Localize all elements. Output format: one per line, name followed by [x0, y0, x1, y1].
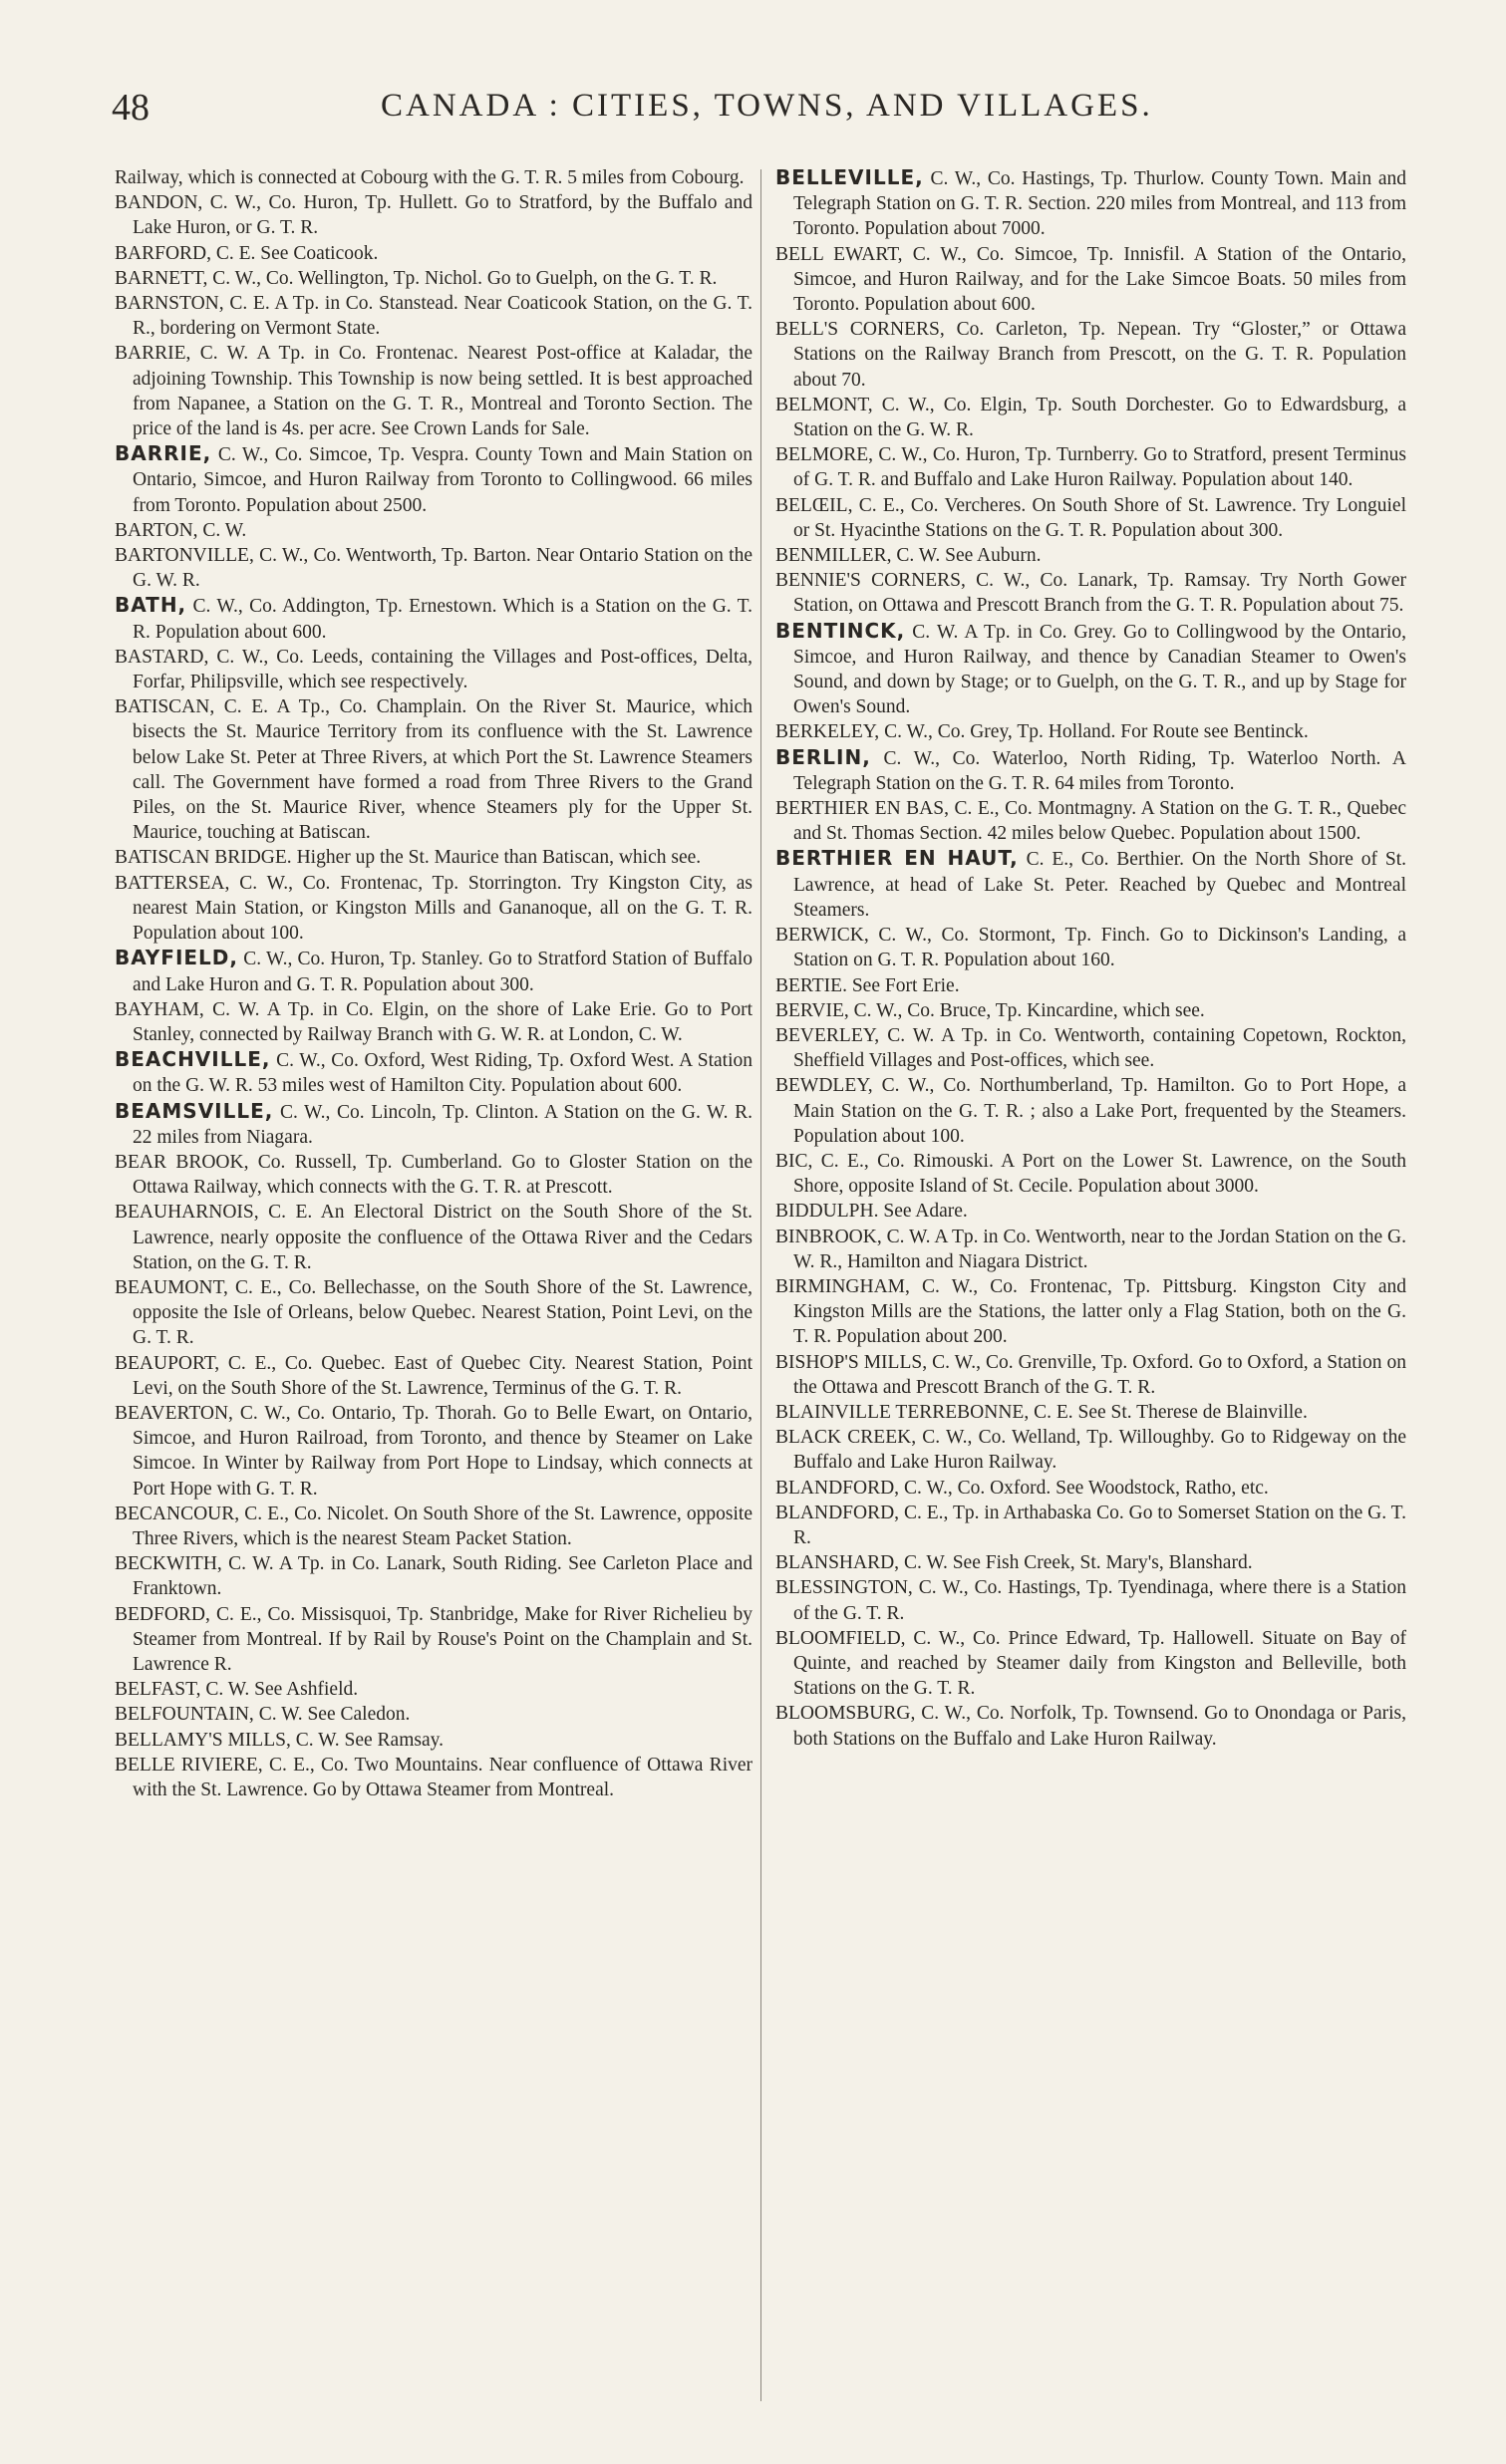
- entry-text: C. E., Tp. in Arthabaska Co. Go to Somerset Station on the G. T. R.: [793, 1502, 1407, 1548]
- page-header: [112, 86, 1397, 141]
- entry-text: C. W., Co. Northumberland, Tp. Hamilton. Go to Port Hope, a Main Station on the G. T. R. ; also a Lake Port, frequented by the Steamers. Population about 100.: [793, 1075, 1407, 1147]
- entry-text: C. E., Co. Nicolet. On South Shore of the St. Lawrence, opposite Three Rivers, which is the nearest Steam Packet Station.: [133, 1503, 753, 1549]
- entry-headword: BEAMSVILLE,: [115, 1098, 274, 1123]
- entry-text: C. W., Co. Huron, Tp. Hullett. Go to Stratford, by the Buffalo and Lake Huron, or G. T. R.: [133, 192, 753, 239]
- entry-headword: BEVERLEY,: [775, 1024, 880, 1046]
- gazetteer-entry: [115, 1502, 753, 1551]
- gazetteer-entry: [775, 973, 1406, 998]
- gazetteer-entry: [775, 1199, 1406, 1224]
- entry-text: C. W., Co. Wentworth, Tp. Barton. Near Ontario Station on the G. W. R.: [133, 545, 753, 592]
- entry-text: Railway, which is connected at Cobourg with the G. T. R. 5 miles from Cobourg.: [115, 167, 745, 188]
- gazetteer-entry: [775, 1626, 1406, 1702]
- entry-headword: BERTHIER EN BAS,: [775, 798, 949, 820]
- gazetteer-entry: [115, 845, 753, 870]
- gazetteer-entry: [115, 997, 753, 1047]
- gazetteer-entry: [115, 1602, 753, 1678]
- right-column: [775, 165, 1406, 1752]
- entry-headword: BANDON,: [115, 192, 203, 214]
- entry-text: C. W., Co. Stormont, Tp. Finch. Go to Dickinson's Landing, a Station on G. T. R. Population about 160.: [793, 925, 1406, 971]
- entry-headword: BLANDFORD,: [775, 1502, 900, 1523]
- entry-headword: BENNIE'S CORNERS,: [775, 570, 966, 592]
- gazetteer-entry: [115, 165, 753, 190]
- gazetteer-entry: [775, 796, 1406, 846]
- gazetteer-entry: [115, 441, 753, 518]
- gazetteer-entry: [775, 165, 1406, 242]
- gazetteer-entry: [775, 1701, 1406, 1751]
- entry-headword: BELL EWART,: [775, 243, 903, 265]
- gazetteer-entry: [115, 1551, 753, 1601]
- gazetteer-entry: [775, 1149, 1406, 1199]
- entry-headword: BEACHVILLE,: [115, 1047, 271, 1072]
- gazetteer-entry: [115, 871, 753, 947]
- entry-headword: BERTHIER EN HAUT,: [775, 846, 1019, 871]
- gazetteer-entry: [115, 190, 753, 240]
- entry-text: C. W., Co. Simcoe, Tp. Vespra. County Town and Main Station on Ontario, Simcoe, and Huron Railway from Toronto to Collingwood. 66 miles from Toronto. Population about 2500.: [133, 444, 753, 516]
- gazetteer-entry: [775, 493, 1406, 543]
- entry-text: C. W. A Tp. in Co. Elgin, on the shore of Lake Erie. Go to Port Stanley, connected by Railway Branch with G. W. R. at London, C. W.: [133, 998, 753, 1045]
- gazetteer-entry: [775, 1073, 1406, 1149]
- gazetteer-entry: [115, 1351, 753, 1401]
- entry-text: C. W., Co. Frontenac, Tp. Storrington. Try Kingston City, as nearest Main Station, or Kingston Mills and Gananoque, all on the G. T. R. Population about 100.: [133, 872, 753, 945]
- gazetteer-entry: [775, 1476, 1406, 1501]
- page-number: 48: [112, 87, 150, 129]
- entry-text: C. W., Co. Hastings, Tp. Thurlow. County Town. Main and Telegraph Station on G. T. R. Section. 220 miles from Montreal, and 113 from Toronto. Population about 7000.: [793, 168, 1406, 240]
- gazetteer-entry: [115, 518, 753, 543]
- gazetteer-entry: [115, 1200, 753, 1275]
- entry-text: C. W., Co. Addington, Tp. Ernestown. Which is a Station on the G. T. R. Population about 600.: [133, 596, 753, 643]
- entry-text: C. W. See Caledon.: [258, 1704, 411, 1726]
- entry-headword: BERKELEY,: [775, 721, 880, 743]
- gazetteer-entry: [775, 1425, 1406, 1475]
- entry-text: C. W. A Tp. in Co. Frontenac. Nearest Post-office at Kaladar, the adjoining Township. This Township is now being settled. It is best approached from Napanee, a Station on the G. T. R., Montreal and Toronto Section. The price of the land is 4s. per acre. See Crown Lands for Sale.: [133, 343, 753, 440]
- entry-headword: BATH,: [115, 593, 187, 618]
- entry-text: C. E., Co. Quebec. East of Quebec City. Nearest Station, Point Levi, on the South Shore of the St. Lawrence, Terminus of the G. T. R.: [133, 1352, 753, 1399]
- gazetteer-entry: [775, 442, 1406, 492]
- gazetteer-entry: [115, 1753, 753, 1802]
- entry-text: C. W., Co. Ontario, Tp. Thorah. Go to Belle Ewart, on Ontario, Simcoe, and Huron Railroad, from Toronto, and thence by Steamer on Lake Simcoe. In Winter by Railway from Port Hope to Lindsay, which connects at Port Hope with G. T. R.: [133, 1402, 753, 1500]
- entry-headword: BEDFORD,: [115, 1603, 210, 1625]
- entry-headword: BLOOMFIELD,: [775, 1627, 906, 1649]
- entry-headword: BELŒIL,: [775, 494, 853, 516]
- gazetteer-entry: [775, 317, 1406, 393]
- entry-headword: BASTARD,: [115, 646, 209, 668]
- entry-headword: BEAR BROOK,: [115, 1151, 249, 1173]
- entry-headword: BARFORD,: [115, 242, 211, 264]
- entry-text: See Fort Erie.: [851, 974, 960, 996]
- entry-text: C. W., Co. Waterloo, North Riding, Tp. Waterloo North. A Telegraph Station on the G. T. R. 64 miles from Toronto.: [793, 747, 1407, 794]
- entry-headword: BENTINCK,: [775, 618, 906, 643]
- entry-text: C. E., Co. Missisquoi, Tp. Stanbridge, Make for River Richelieu by Steamer from Montreal. If by Rail by Rouse's Point on the Champlain and St. Lawrence R.: [133, 1603, 753, 1675]
- entry-headword: BARTONVILLE,: [115, 545, 254, 567]
- entry-text: C. W., Co. Hastings, Tp. Tyendinaga, where there is a Station of the G. T. R.: [793, 1577, 1406, 1624]
- column-divider: [760, 169, 761, 2401]
- entry-text: C. W., Co. Leeds, containing the Villages and Post-offices, Delta, Forfar, Philipsville, which see respectively.: [133, 646, 753, 693]
- gazetteer-entry: [775, 1400, 1406, 1425]
- entry-headword: BEAUPORT,: [115, 1352, 220, 1374]
- entry-text: C. W., Co. Frontenac, Tp. Pittsburg. Kingston City and Kingston Mills are the Stations, the latter only a Flag Station, both on the G. T. R. Population about 200.: [793, 1275, 1407, 1348]
- entry-headword: BLANDFORD,: [775, 1477, 900, 1499]
- gazetteer-entry: [775, 719, 1406, 744]
- entry-text: C. E. See St. Therese de Blainville.: [1034, 1401, 1308, 1423]
- entry-text: C. E. A Tp., Co. Champlain. On the River St. Maurice, which bisects the St. Maurice Territory from its confluence with the St. Lawrence below Lake St. Peter at Three Rivers, at which Port the St. Lawrence Steamers call. The Government have formed a road from Three Rivers to the Grand Piles, on the St. Maurice River, whence Steamers ply for the Upper St. Maurice, touching at Batiscan.: [133, 696, 753, 844]
- entry-headword: BATISCAN,: [115, 696, 215, 718]
- entry-headword: BINBROOK,: [775, 1226, 882, 1247]
- entry-headword: BARTON,: [115, 519, 198, 541]
- entry-text: C. E., Co. Montmagny. A Station on the G. T. R., Quebec and St. Thomas Section. 42 miles below Quebec. Population about 1500.: [793, 798, 1406, 845]
- gazetteer-entry: [775, 1225, 1406, 1274]
- entry-text: C. W. See Fish Creek, St. Mary's, Blanshard.: [903, 1552, 1253, 1574]
- left-column: [115, 165, 753, 1802]
- entry-headword: BLACK CREEK,: [775, 1427, 917, 1449]
- entry-text: C. W.: [202, 519, 247, 541]
- entry-text: C. W., Co. Simcoe, Tp. Innisfil. A Station of the Ontario, Simcoe, and Huron Railway, and for the Lake Simcoe Boats. 50 miles from Toronto. Population about 600.: [793, 243, 1406, 316]
- entry-text: C. W. A Tp. in Co. Lanark, South Riding. See Carleton Place and Franktown.: [133, 1553, 753, 1600]
- entry-headword: BLAINVILLE TERREBONNE,: [775, 1401, 1030, 1423]
- entry-headword: BELL'S CORNERS,: [775, 319, 945, 341]
- entry-headword: BAYHAM,: [115, 998, 204, 1020]
- entry-headword: BLESSINGTON,: [775, 1577, 913, 1599]
- gazetteer-entry: [115, 543, 753, 593]
- entry-headword: BELMONT,: [775, 394, 873, 415]
- entry-headword: BIRMINGHAM,: [775, 1275, 910, 1297]
- entry-headword: BELFAST,: [115, 1679, 201, 1701]
- entry-text: C. E., Co. Vercheres. On South Shore of St. Lawrence. Try Longuiel or St. Hyacinthe Stations on the G. T. R. Population about 300.: [793, 494, 1406, 541]
- gazetteer-entry: [115, 341, 753, 441]
- entry-headword: BELFOUNTAIN,: [115, 1704, 254, 1726]
- entry-text: Higher up the St. Maurice than Batiscan, which see.: [296, 847, 702, 869]
- gazetteer-entry: [775, 745, 1406, 796]
- gazetteer-entry: [775, 1274, 1406, 1350]
- entry-text: C. W. See Auburn.: [896, 545, 1042, 567]
- entry-text: C. E., Co. Two Mountains. Near confluence of Ottawa River with the St. Lawrence. Go by Ottawa Steamer from Montreal.: [133, 1754, 753, 1800]
- gazetteer-entry: [775, 1023, 1406, 1073]
- entry-headword: BERLIN,: [775, 744, 871, 769]
- gazetteer-entry: [775, 568, 1406, 618]
- gazetteer-entry: [775, 923, 1406, 972]
- gazetteer-entry: [115, 241, 753, 266]
- gazetteer-entry: [115, 645, 753, 694]
- entry-headword: BIC,: [775, 1150, 813, 1172]
- entry-headword: BELMORE,: [775, 444, 874, 466]
- gazetteer-entry: [775, 1575, 1406, 1625]
- entry-text: C. W., Co. Welland, Tp. Willoughby. Go to Ridgeway on the Buffalo and Lake Huron Railway.: [793, 1427, 1406, 1474]
- entry-headword: BARNSTON,: [115, 293, 224, 315]
- gazetteer-entry: [115, 266, 753, 291]
- gazetteer-entry: [115, 291, 753, 341]
- entry-headword: BARRIE,: [115, 441, 212, 466]
- entry-headword: BEAUMONT,: [115, 1276, 228, 1298]
- entry-headword: BEAUHARNOIS,: [115, 1202, 259, 1224]
- entry-headword: BERTIE.: [775, 974, 847, 996]
- entry-text: C. W. A Tp. in Co. Wentworth, containing Copetown, Rockton, Sheffield Villages and Post-offices, which see.: [793, 1024, 1407, 1072]
- entry-text: C. W., Co. Prince Edward, Tp. Hallowell. Situate on Bay of Quinte, and reached by Steamer daily from Kingston and Belleville, both Stations on the G. T. R.: [793, 1627, 1406, 1700]
- entry-text: Co. Russell, Tp. Cumberland. Go to Gloster Station on the Ottawa Railway, which connects with the G. T. R. at Prescott.: [133, 1151, 753, 1199]
- entry-text: C. W., Co. Grey, Tp. Holland. For Route see Bentinck.: [884, 721, 1309, 743]
- entry-headword: BERVIE,: [775, 999, 849, 1021]
- entry-headword: BECKWITH,: [115, 1553, 222, 1575]
- gazetteer-entry: [775, 846, 1406, 923]
- entry-headword: BECANCOUR,: [115, 1503, 240, 1524]
- entry-headword: BAYFIELD,: [115, 946, 238, 970]
- gazetteer-entry: [775, 393, 1406, 442]
- entry-headword: BATTERSEA,: [115, 872, 230, 894]
- gazetteer-entry: [115, 1099, 753, 1150]
- entry-text: C. W., Co. Bruce, Tp. Kincardine, which see.: [853, 999, 1205, 1021]
- entry-headword: BELLAMY'S MILLS,: [115, 1729, 291, 1751]
- entry-headword: BLANSHARD,: [775, 1552, 900, 1574]
- gazetteer-entry: [115, 1401, 753, 1502]
- entry-headword: BENMILLER,: [775, 545, 892, 567]
- entry-headword: BATISCAN BRIDGE.: [115, 847, 292, 869]
- gazetteer-entry: [115, 694, 753, 845]
- entry-text: C. E., Co. Bellechasse, on the South Shore of the St. Lawrence, opposite the Isle of Orleans, below Quebec. Nearest Station, Point Levi, on the G. T. R.: [133, 1276, 753, 1349]
- entry-headword: BELLEVILLE,: [775, 165, 924, 189]
- entry-text: C. W., Co. Wellington, Tp. Nichol. Go to Guelph, on the G. T. R.: [212, 267, 718, 289]
- entry-text: C. W. A Tp. in Co. Grey. Go to Collingwood by the Ontario, Simcoe, and Huron Railway, and thence by Canadian Steamer to Owen's Sound, and down by Stage; or to Guelph, on the G. T. R., and up by Stage for Owen's Sound.: [793, 621, 1406, 718]
- gazetteer-entry: [115, 1275, 753, 1351]
- entry-headword: BARNETT,: [115, 267, 208, 289]
- entry-headword: BIDDULPH.: [775, 1201, 879, 1223]
- entry-text: C. W., Co. Oxford. See Woodstock, Ratho, etc.: [903, 1477, 1269, 1499]
- entry-text: C. W., Co. Norfolk, Tp. Townsend. Go to Onondaga or Paris, both Stations on the Buffalo and Lake Huron Railway.: [793, 1703, 1407, 1750]
- gazetteer-entry: [115, 946, 753, 996]
- entry-headword: BISHOP'S MILLS,: [775, 1351, 928, 1373]
- entry-text: See Adare.: [883, 1201, 968, 1223]
- entry-headword: BEWDLEY,: [775, 1075, 873, 1097]
- gazetteer-entry: [115, 1150, 753, 1200]
- gazetteer-entry: [115, 1677, 753, 1702]
- entry-text: C. W. See Ashfield.: [205, 1679, 359, 1701]
- gazetteer-entry: [775, 998, 1406, 1023]
- entry-text: C. E. See Coaticook.: [215, 242, 379, 264]
- entry-text: C. W., Co. Elgin, Tp. South Dorchester. Go to Edwardsburg, a Station on the G. W. R.: [793, 394, 1406, 441]
- entry-text: C. W., Co. Huron, Tp. Stanley. Go to Stratford Station of Buffalo and Lake Huron and G. T. R. Population about 300.: [133, 949, 753, 995]
- gazetteer-entry: [775, 619, 1406, 720]
- entry-text: C. E., Co. Rimouski. A Port on the Lower St. Lawrence, on the South Shore, opposite Island of St. Cecile. Population about 3000.: [793, 1150, 1406, 1198]
- entry-text: C. W. A Tp. in Co. Wentworth, near to the Jordan Station on the G. W. R., Hamilton and Niagara District.: [793, 1226, 1406, 1272]
- entry-text: C. W. See Ramsay.: [295, 1729, 444, 1751]
- entry-text: C. W., Co. Huron, Tp. Turnberry. Go to Stratford, present Terminus of G. T. R. and Buffalo and Lake Huron Railway. Population about 140.: [793, 444, 1406, 491]
- gazetteer-entry: [115, 1047, 753, 1098]
- gazetteer-entry: [775, 1501, 1406, 1550]
- entry-headword: BERWICK,: [775, 925, 869, 947]
- entry-headword: BARRIE,: [115, 343, 191, 365]
- gazetteer-entry: [115, 593, 753, 644]
- entry-text: C. W., Co. Lanark, Tp. Ramsay. Try North Gower Station, on Ottawa and Prescott Branch from the G. T. R. Population about 75.: [793, 570, 1406, 617]
- entry-text: Co. Carleton, Tp. Nepean. Try “Gloster,” or Ottawa Stations on the Railway Branch from Prescott, on the G. T. R. Population about 70.: [793, 319, 1407, 391]
- entry-headword: BEAVERTON,: [115, 1402, 233, 1424]
- gazetteer-entry: [775, 1550, 1406, 1575]
- gazetteer-entry: [775, 543, 1406, 568]
- entry-text: C. W., Co. Lincoln, Tp. Clinton. A Station on the G. W. R. 22 miles from Niagara.: [133, 1101, 753, 1148]
- running-title: CANADA : CITIES, TOWNS, AND VILLAGES.: [381, 88, 1153, 124]
- entry-headword: BELLE RIVIERE,: [115, 1754, 263, 1776]
- entry-text: C. E. An Electoral District on the South Shore of the St. Lawrence, nearly opposite the confluence of the Ottawa River and the Cedars Station, on the G. T. R.: [133, 1202, 753, 1273]
- entry-text: C. E., Co. Berthier. On the North Shore of St. Lawrence, at head of Lake St. Peter. Reached by Quebec and Montreal Steamers.: [793, 849, 1407, 921]
- gazetteer-entry: [115, 1702, 753, 1727]
- entry-text: C. W., Co. Oxford, West Riding, Tp. Oxford West. A Station on the G. W. R. 53 miles west of Hamilton City. Population about 600.: [133, 1050, 753, 1097]
- entry-text: C. W., Co. Grenville, Tp. Oxford. Go to Oxford, a Station on the Ottawa and Prescott Branch of the G. T. R.: [793, 1351, 1407, 1398]
- gazetteer-entry: [115, 1728, 753, 1753]
- gazetteer-entry: [775, 1350, 1406, 1400]
- entry-text: C. E. A Tp. in Co. Stanstead. Near Coaticook Station, on the G. T. R., bordering on Vermont State.: [133, 293, 753, 340]
- gazetteer-entry: [775, 242, 1406, 318]
- entry-headword: BLOOMSBURG,: [775, 1703, 916, 1725]
